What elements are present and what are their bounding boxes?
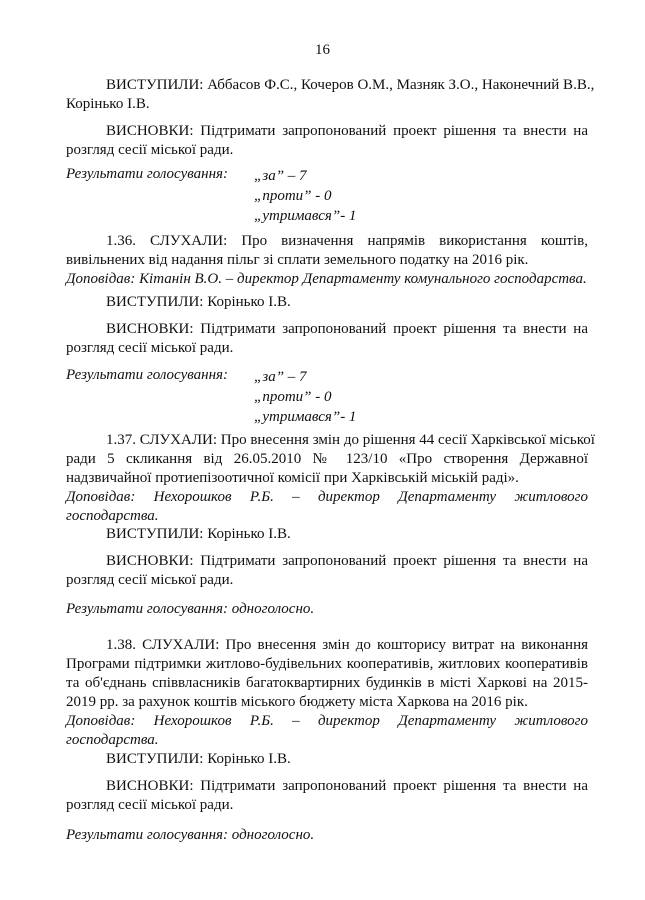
reporter-line-cont: господарства. [66,508,159,524]
vote-values [254,166,356,226]
page-number: 16 [315,42,330,58]
vote-for: „за” – 7 [254,369,307,385]
speakers-line: ВИСТУПИЛИ: Корінько І.В. [106,751,291,767]
vote-results: Результати голосування: одноголосно. [66,827,315,843]
conclusions-line-cont: розгляд сесії міської ради. [66,572,234,588]
vote-abstain: „утримався”- 1 [254,208,357,224]
conclusions-paragraph [66,777,588,815]
conclusions-paragraph [66,122,588,160]
reporter-line: Доповідав: Нехорошков Р.Б. – директор Департаменту житлового [66,489,588,505]
heard-line: 1.38. СЛУХАЛИ: Про внесення змін до кошторису витрат на виконання [106,637,588,653]
conclusions-line: ВИСНОВКИ: Підтримати запропонований проект рішення та внести на [106,123,588,139]
speakers-line-cont: Корінько І.В. [66,96,150,112]
vote-against: „проти” - 0 [254,389,332,405]
conclusions-line-cont: розгляд сесії міської ради. [66,797,234,813]
vote-against: „проти” - 0 [254,188,332,204]
heard-line-3: надзвичайної протиепізоотичної комісії при Харківській міській раді». [66,470,519,486]
heard-line: 1.36. СЛУХАЛИ: Про визначення напрямів використання коштів, [106,233,588,249]
vote-values [254,367,356,427]
heard-line-2: Програми підтримки житлово-будівельних кооперативів, житлових кооперативів [66,656,588,672]
speakers-paragraph [66,525,588,544]
reporter-line: Доповідав: Нехорошков Р.Б. – директор Департаменту житлового [66,713,588,729]
reporter-line-cont: господарства. [66,732,159,748]
speakers-line: ВИСТУПИЛИ: Корінько І.В. [106,526,291,542]
conclusions-paragraph [66,320,588,358]
reporter-line: Доповідав: Кітанін В.О. – директор Департаменту комунального господарства. [66,271,587,287]
heard-line-3: та об'єднань співвласників багатоквартирних будинків в місті Харкові на 2015- [66,675,588,691]
vote-label: Результати голосування: [66,367,229,383]
conclusions-line: ВИСНОВКИ: Підтримати запропонований проект рішення та внести на [106,553,588,569]
conclusions-line: ВИСНОВКИ: Підтримати запропонований проект рішення та внести на [106,321,588,337]
conclusions-line-cont: розгляд сесії міської ради. [66,340,234,356]
vote-label: Результати голосування: [66,166,229,182]
agenda-item-1-36 [66,232,588,289]
conclusions-paragraph [66,552,588,590]
speakers-line: ВИСТУПИЛИ: Корінько І.В. [106,294,291,310]
agenda-item-1-37 [66,431,595,526]
vote-results: Результати голосування: одноголосно. [66,601,315,617]
speakers-paragraph [66,750,588,769]
conclusions-line-cont: розгляд сесії міської ради. [66,142,234,158]
heard-line-cont: вивільнених від надання пільг зі сплати земельного податку на 2016 рік. [66,252,529,268]
agenda-item-1-38 [66,636,588,750]
speakers-paragraph [66,293,588,312]
speakers-paragraph [66,76,595,114]
conclusions-line: ВИСНОВКИ: Підтримати запропонований проект рішення та внести на [106,778,588,794]
vote-for: „за” – 7 [254,168,307,184]
speakers-line: ВИСТУПИЛИ: Аббасов Ф.С., Кочеров О.М., Мазняк З.О., Наконечний В.В., [106,77,595,93]
heard-line: 1.37. СЛУХАЛИ: Про внесення змін до рішення 44 сесії Харківської міської [106,432,595,448]
heard-line-2: ради 5 скликання від 26.05.2010 № 123/10 «Про створення Державної [66,451,588,467]
vote-abstain: „утримався”- 1 [254,409,357,425]
heard-line-4: 2019 рр. за рахунок коштів міського бюджету міста Харкова на 2016 рік. [66,694,528,710]
